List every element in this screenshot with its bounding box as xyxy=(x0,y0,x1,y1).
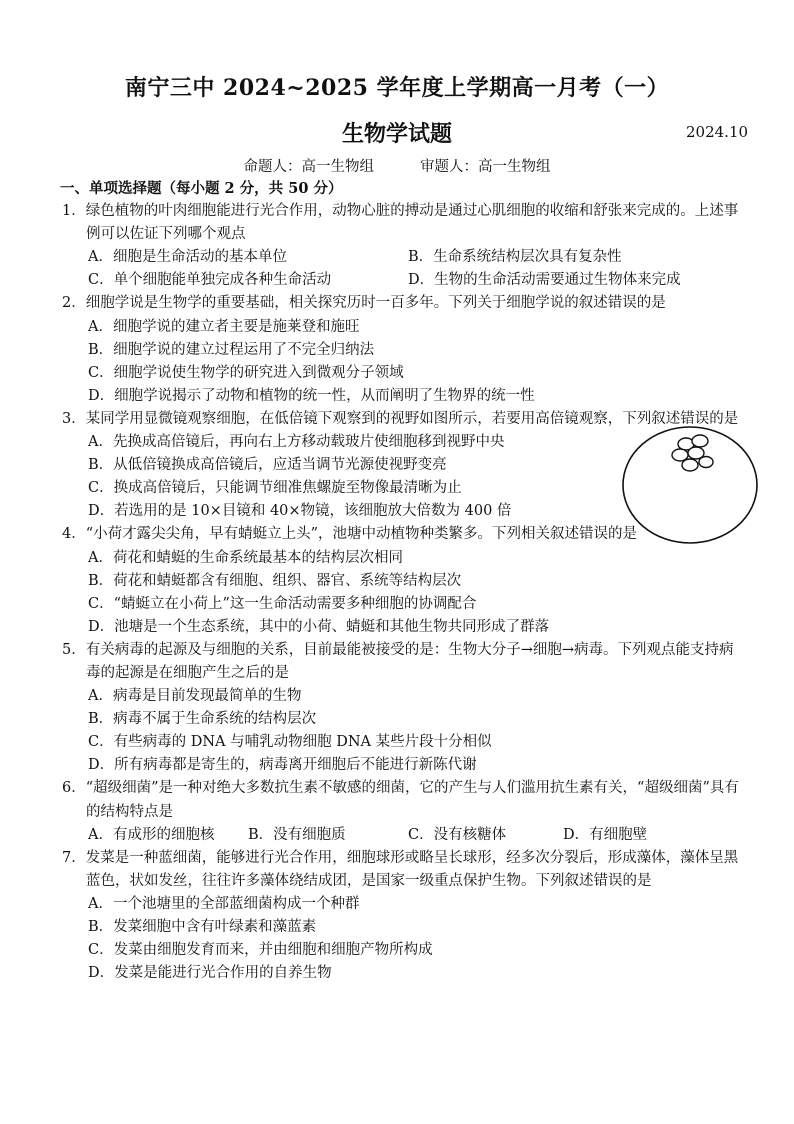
option-d: D．细胞学说揭示了动物和植物的统一性，从而阐明了生物界的统一性 xyxy=(88,387,535,404)
question-stem: 7．发菜是一种蓝细菌，能够进行光合作用，细胞球形或略呈长球形，经多次分裂后，形成藻体，藻体呈黑蓝色，状如发丝，往往许多藻体绕结成团，是国家一级重点保护生物。下列叙述错误的是 xyxy=(62,849,739,889)
cell-6 xyxy=(699,457,713,468)
option-c: C．没有核糖体 xyxy=(408,826,507,843)
option-c: C．细胞学说使生物学的研究进入到微观分子领域 xyxy=(88,364,404,381)
question-stem: 1．绿色植物的叶肉细胞能进行光合作用，动物心脏的搏动是通过心肌细胞的收缩和舒张来完成的。上述事例可以佐证下列哪个观点 xyxy=(62,203,739,243)
cell-2 xyxy=(692,435,708,447)
option-c: C．“蜻蜓立在小荷上”这一生命活动需要多种细胞的协调配合 xyxy=(88,595,477,612)
question-stem: 6．“超级细菌”是一种对绝大多数抗生素不敏感的细菌，它的产生与人们滥用抗生素有关，“超级细菌”具有的结构特点是 xyxy=(62,780,739,820)
question-5 xyxy=(62,639,742,778)
option-a: A．细胞是生命活动的基本单位 xyxy=(88,249,287,266)
section-heading: 一、单项选择题（每小题 2 分，共 50 分） xyxy=(60,180,343,197)
question-1 xyxy=(62,200,742,292)
option-d: D．生物的生命活动需要通过生物体来完成 xyxy=(408,272,681,289)
cell-5 xyxy=(682,459,698,471)
option-d: D．池塘是一个生态系统，其中的小荷、蜻蜓和其他生物共同形成了群落 xyxy=(88,618,550,635)
option-b: B．细胞学说的建立过程运用了不完全归纳法 xyxy=(88,341,375,358)
option-b: B．没有细胞质 xyxy=(248,826,346,843)
question-6 xyxy=(62,777,742,846)
exam-date: 2024.10 xyxy=(686,123,749,141)
option-b: B．从低倍镜换成高倍镜后，应适当调节光源使视野变亮 xyxy=(88,457,447,474)
option-c: C．发菜由细胞发育而来，并由细胞和细胞产物所构成 xyxy=(88,942,433,959)
question-stem: 2．细胞学说是生物学的重要基础，相关探究历时一百多年。下列关于细胞学说的叙述错误的是 xyxy=(62,295,666,312)
microscope-field-figure xyxy=(620,424,760,546)
option-b: B．发菜细胞中含有叶绿素和藻蓝素 xyxy=(88,919,317,935)
exam-authors xyxy=(0,155,794,176)
option-b: B．病毒不属于生命系统的结构层次 xyxy=(88,711,317,728)
option-d: D．所有病毒都是寄生的，病毒离开细胞后不能进行新陈代谢 xyxy=(88,757,477,774)
option-c: C．单个细胞能单独完成各种生命活动 xyxy=(88,272,332,289)
question-list xyxy=(62,177,742,985)
question-stem: 5．有关病毒的起源及与细胞的关系，目前最能被接受的是：生物大分子→细胞→病毒。下列观点能支持病毒的起源是在细胞产生之后的是 xyxy=(62,641,734,681)
question-stem: 4．“小荷才露尖尖角，早有蜻蜓立上头”，池塘中动植物种类繁多。下列相关叙述错误的是 xyxy=(62,526,638,543)
option-d: D．若选用的是 10×目镜和 40×物镜，该细胞放大倍数为 400 倍 xyxy=(88,503,512,520)
option-row xyxy=(62,824,742,847)
exam-title: 南宁三中 2024~2025 学年度上学期高一月考（一） xyxy=(124,75,670,101)
option-d: D．发菜是能进行光合作用的自养生物 xyxy=(88,965,332,982)
option-a: A．荷花和蜻蜓的生命系统最基本的结构层次相同 xyxy=(88,549,403,566)
option-b: B．生命系统结构层次具有复杂性 xyxy=(408,249,622,266)
option-a: A．有成形的细胞核 xyxy=(88,826,215,843)
option-row xyxy=(62,269,742,292)
option-c: C．有些病毒的 DNA 与哺乳动物细胞 DNA 某些片段十分相似 xyxy=(88,734,492,751)
option-a: A．先换成高倍镜后，再向右上方移动载玻片使细胞移到视野中央 xyxy=(88,434,505,451)
option-c: C．换成高倍镜后，只能调节细准焦螺旋至物像最清晰为止 xyxy=(88,480,462,497)
option-a: A．病毒是目前发现最简单的生物 xyxy=(88,688,302,705)
question-stem: 3．某同学用显微镜观察细胞，在低倍镜下观察到的视野如图所示，若要用高倍镜观察，下列叙述错误的是 xyxy=(62,410,739,427)
option-b: B．荷花和蜻蜓都含有细胞、组织、器官、系统等结构层次 xyxy=(88,572,462,589)
option-row xyxy=(62,246,742,269)
author-label: 命题人：高一生物组 xyxy=(243,159,374,175)
question-2 xyxy=(62,292,742,407)
option-d: D．有细胞壁 xyxy=(563,826,648,843)
question-7 xyxy=(62,847,742,986)
exam-subject: 生物学试题 xyxy=(341,121,452,147)
reviewer-label: 审题人：高一生物组 xyxy=(420,159,551,175)
option-a: A．细胞学说的建立者主要是施莱登和施旺 xyxy=(88,318,360,335)
option-a: A．一个池塘里的全部蓝细菌构成一个种群 xyxy=(88,895,360,912)
